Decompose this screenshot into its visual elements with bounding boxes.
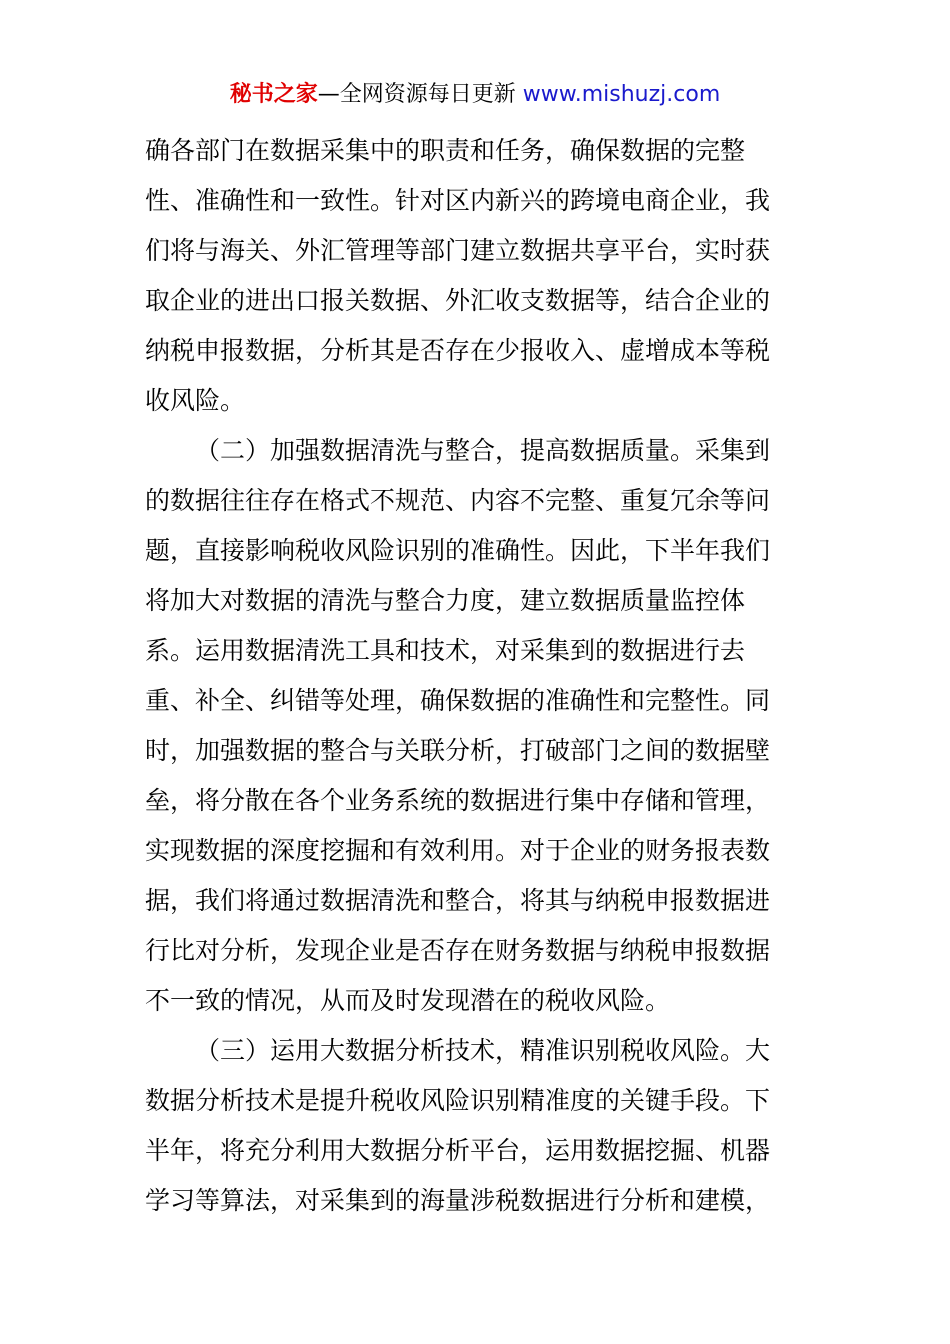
text-line: 数据分析技术是提升税收风险识别精准度的关键手段。下 — [145, 1086, 771, 1115]
text-line: 据，我们将通过数据清洗和整合，将其与纳税申报数据进 — [145, 886, 771, 915]
text-line: 垒，将分散在各个业务系统的数据进行集中存储和管理， — [145, 786, 771, 815]
paragraph-heading-3: （三）运用大数据分析技术，精准识别税收风险。大 — [195, 1036, 771, 1065]
text-line: 行比对分析，发现企业是否存在财务数据与纳税申报数据 — [145, 936, 771, 965]
text-line: 的数据往往存在格式不规范、内容不完整、重复冗余等问 — [145, 486, 771, 515]
text-line: 不一致的情况，从而及时发现潜在的税收风险。 — [145, 986, 671, 1015]
text-line: 取企业的进出口报关数据、外汇收支数据等，结合企业的 — [145, 286, 771, 315]
site-header — [0, 80, 950, 110]
site-brand: 秘书之家 — [229, 82, 318, 107]
document-body — [145, 126, 810, 1226]
text-line: 收风险。 — [145, 386, 246, 415]
text-line: 半年，将充分利用大数据分析平台，运用数据挖掘、机器 — [145, 1136, 771, 1165]
text-line: 实现数据的深度挖掘和有效利用。对于企业的财务报表数 — [145, 836, 771, 865]
text-line: 重、补全、纠错等处理，确保数据的准确性和完整性。同 — [145, 686, 771, 715]
text-line: 将加大对数据的清洗与整合力度，建立数据质量监控体 — [145, 586, 746, 615]
text-line: 性、准确性和一致性。针对区内新兴的跨境电商企业，我 — [145, 186, 771, 215]
text-line: 纳税申报数据，分析其是否存在少报收入、虚增成本等税 — [145, 336, 771, 365]
text-line: 们将与海关、外汇管理等部门建立数据共享平台，实时获 — [145, 236, 771, 265]
text-line: 题，直接影响税收风险识别的准确性。因此，下半年我们 — [145, 536, 771, 565]
paragraph-heading-2: （二）加强数据清洗与整合，提高数据质量。采集到 — [195, 436, 771, 465]
text-line: 系。运用数据清洗工具和技术，对采集到的数据进行去 — [145, 636, 746, 665]
site-url-link[interactable]: www.mishuzj.com — [522, 82, 721, 107]
text-line: 学习等算法，对采集到的海量涉税数据进行分析和建模， — [145, 1186, 771, 1215]
text-line: 确各部门在数据采集中的职责和任务，确保数据的完整 — [145, 136, 746, 165]
text-line: 时，加强数据的整合与关联分析，打破部门之间的数据壁 — [145, 736, 771, 765]
site-tagline: —全网资源每日更新 — [317, 82, 523, 107]
